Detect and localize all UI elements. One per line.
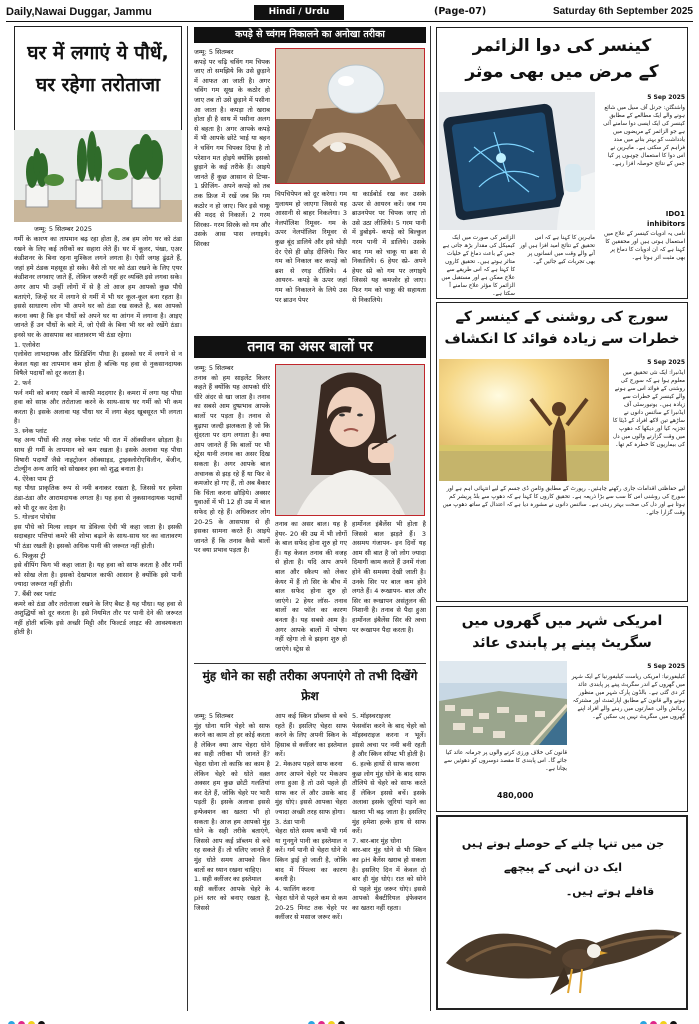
registration-dots-mid [308, 1013, 348, 1024]
paper-name: Daily,Nawai Duggar, Jammu [6, 6, 152, 18]
plants-headline-box [14, 26, 182, 146]
urdu-sun-headline-1: سورج کی روشنی کے کینسر کے [455, 309, 669, 325]
urdu-sun-photo [439, 359, 609, 481]
urdu-sun-right: ایڈنبرا: ایک نئی تحقیق میں معلوم ہوا ہے کہ سورج کی روشنی کے فوائد اس سے ہونے والے کینسر کے خطرات سے زیادہ ہیں۔ یونیورسٹی آف ایڈنبرا کے سائنس دانوں نے ساڑھے تین لاکھ افراد کے ڈیٹا کا تجزیہ کیا اور دیکھا کہ دھوپ میں وقت گزارنے والوں میں دل کی بیماریوں کا خطرہ کم تھا۔ [613, 370, 685, 448]
stress-col-c: हार्मोनल इंबैलेंस भी होता है जिससे बाल झड़ते हैं। 3 असमय गंजापन- इन दिनों यह आम सी बात है जो लोग ज्यादा दिमागी काम करते हैं उनमें गंजा होने की समस्या देखी जाती है। उनके सिर पर बाल कम होने लगते हैं। 4 रूखापन- बाल और सिर का रूखापन असंतुलन की निशानी है। तनाव से पैदा हुआ हार्मोनल इंबैलेंस सिर की त्वचा पर रूखापन पैदा करता है। [352, 520, 426, 634]
gum-photo [275, 48, 425, 184]
plants-dateline: जम्मू: 5 सितम्बर 2025 [34, 225, 92, 233]
urdu-cancer-right-2: نامی یہ ادویات کینسر کے علاج میں استعمال ہوتی ہیں اور محققین کا کہنا ہے کہ ان ادویات کا دماغ پر بھی مثبت اثر ہوتا ہے۔ [604, 231, 685, 261]
urdu-sun-box [436, 302, 688, 602]
facewash-col-b: आप कई स्किन प्रॉब्लम से बचे रहते हैं। इसलिए चेहरा साफ करने के लिए अपनी स्किन के हिसाब से क्लींजर का इस्तेमाल करें। 2. मेकअप पहले साफ करना अगर आपने चेहरे पर मेकअप लगा हुआ है तो उसे पहले ही साफ कर लें और उसके बाद मुंह धोएं। इससे आपका चेहरा ज्यादा अच्छी तरह साफ होगा। 3. ठंडा पानी चेहरा धोते समय कभी भी गर्म या गुनगुने पानी का इस्तेमाल न करें। गर्म पानी से चेहरा धोने से स्किन ड्राई हो जाती है, जोकि बाद में पिंपल्स का कारण बनती है। 4. फालिंग करना चेहरा धोने से पहले कम से कम 20-25 मिनट तक चेहरे पर क्लींजर से मसाज जरूर करें। [275, 712, 347, 922]
urdu-cancer-photo [439, 92, 595, 230]
quote-line-1: جن میں تنہا چلنے کے حوصلے ہوتے ہیں [461, 837, 665, 850]
plants-headline: घर में लगाएं ये पौधें, घर रहेगा तरोताजा [27, 42, 169, 96]
urdu-smoke-right: کیلیفورنیا: امریکی ریاست کیلیفورنیا کے ایک شہر میں گھروں کے اندر سگریٹ پینے پر پابندی عائد کر دی گئی ہے۔ بالڈون پارک شہر میں منظور ہونے والے قانون کے مطابق اپارٹمنٹ اور مشترکہ رہائش والی عمارتوں میں رہنے والے افراد اپنے گھروں میں سگریٹ نہیں پی سکیں گے۔ [571, 674, 685, 720]
eagle-illustration [446, 903, 682, 1003]
gum-col-c: या कार्डबोर्ड रख कर उसके ऊपर से आयरन करें। जब गम ब्राउनपेपर पर चिपक जाए तो उसे उठा लीजिये। 5 गरम पानी में डुबोइये- कपड़े को बिल्कुल गरम पानी में डालिये। उसके बाद गम को चाकू या ब्रश से निकालिये। 6 हेयर स्प्रे- अपने हेयर स्प्रे को गम पर लगाइये जिससे यह कमजोर हो जाए। फिर गम को चाकू की सहायता से निकालिये। [352, 190, 426, 304]
urdu-smoke-photo [439, 661, 567, 745]
quote-line-3: قافلے ہوتے ہیں۔ [565, 885, 655, 898]
urdu-smoke-fine: 480,000 [497, 791, 534, 800]
stress-col-b: तनाव का असर बाल। यह है हेयर- 20 की उम्र में भी लोगों के बाल सफेद होना शुरु हो गए हैं। यह केवल तनाव की वजह से होता है। यदि आप अपने बाल और स्कैल्प को लेकर केयर में हैं तो सिर के बीच में बाल सफेद होना शुरु हो जाएंगे। 2 हेयर लॉस- तनाव बालों का फॉल का कारण बनता है। यह सबसे आम है। अगर आपके बालों में पोषण नहीं रहेगा तो वे झड़ना शुरु हो जाएंगे। स्ट्रेस से [275, 520, 347, 653]
urdu-sun-dateline: 5 Sep 2025 [647, 359, 685, 366]
gum-headline: कपड़े से च्वंगम निकालने का अनोखा तरीका [194, 27, 426, 43]
urdu-smoke-lower: قانون کی خلاف ورزی کرنے والوں پر جرمانہ عائد کیا جائے گا۔ اس پابندی کا مقصد دوسروں کو دھوئیں سے بچانا ہے۔ [444, 750, 567, 772]
stress-photo [275, 364, 425, 516]
urdu-smoke-dateline: 5 Sep 2025 [647, 663, 685, 670]
page-number: (Page-07) [434, 6, 487, 17]
urdu-cancer-box [436, 27, 688, 299]
plants-photo [14, 130, 182, 222]
urdu-sun-headline-2: خطرات سے زیادہ فوائد کا انکشاف [444, 331, 680, 347]
masthead [6, 4, 693, 24]
urdu-cancer-headline-1: کینسر کی دوا الزائمر [472, 36, 652, 56]
urdu-cancer-lower-mid: ماہرین کا کہنا ہے کہ اس تحقیق کے نتائج امید افزا ہیں اور آنے والے وقت میں انسانوں پر بھی تجربات کیے جائیں گے۔ [519, 235, 595, 265]
registration-dots-left [8, 1013, 48, 1024]
facewash-headline: मुंह धोने का सही तरीका अपनाएंगे तो तभी दिखेंगे फ्रेश [202, 669, 418, 703]
issue-date: Saturday 6th September 2025 [552, 6, 693, 17]
urdu-cancer-dateline: 5 Sep 2025 [647, 94, 685, 101]
gum-col-b: चिपचिपेपन को दूर करेगा। गम मुलायम हो जाएगा जिससे यह आसानी से बाहर निकलेगा। 3 नेलपॉलिश रिमूवर- गम के ऊपर नेलपॉलिश रिमूवर से कुछ बूंद डालिये और इसे थोड़ी देर ऐसे ही छोड़ दीजिये। फिर गम को निकाल कर कपड़े को ब्रश से रगड़ दीजिये। 4 आयरन- कपड़े के ऊपर जहां गम को निकालने के लिये उस पर ब्राउन पेपर [275, 190, 347, 304]
urdu-smoke-headline-2: سگریٹ پینے پر پابندی عائد [472, 635, 652, 651]
urdu-smoke-headline-1: امریکی شہر میں گھروں میں [461, 613, 663, 629]
quote-box [436, 815, 688, 1010]
stress-col-a: जम्मू: 5 सितम्बर तनाव को हम साइलेंट किलर कहते हैं क्योंकि यह आपको धीरे धीरे अंदर से खा जाता है। तनाव का सबसे आम दुष्प्रभाव आपके बालों पर पड़ता है। तनाव से बुढ़ापा जल्दी झलकता है जो कि सुंदरता पर दाग लगाता है। क्या आप जानते हैं कि बालों पर भी स्ट्रेस यानी तनाव का असर दिख सकता है। अगर आपके बाल अचानक से झड़ रहे हैं या फिर वे कमजोर हो गए हैं, तो अब बैकार कि चिंता करना छोड़िये। अक्सर युवाओं में भी 12 ही उम्र में बाल सफेद हो रहे हैं। अधिकतर लोग 20-25 के आसपास से ही इसका सामना करते हैं। आइये जानते हैं कि तनाव कैसे बालों पर क्या प्रभाव पड़ता है। [194, 364, 270, 555]
registration-dots-right [640, 1013, 680, 1024]
urdu-cancer-lower-left: الزائمر کی صورت میں ایک کیمیکل کی مقدار بڑھ جاتی ہے جس کے باعث دماغ کے خلیات متاثر ہوتے ہیں۔ تحقیق کاروں کا کہنا ہے کہ اس طریقے سے علاج ممکن ہے اور مستقبل میں الزائمر کا مؤثر علاج سامنے آ سکتا ہے۔ [441, 235, 515, 296]
edition-label: Hindi / Urdu [254, 5, 344, 20]
urdu-sun-bottom: لیے حفاظتی اقدامات جاری رکھنے چاہئیں۔ رپورٹ کے مطابق وٹامن ڈی جسم کے لیے انتہائی اہم ہے اور سورج کی روشنی اس کا سب سے بڑا ذریعہ ہے۔ تحقیق کاروں کا کہنا ہے کہ دھوپ سے بلڈ پریشر کم ہوتا ہے اور دل کی صحت بہتر رہتی ہے۔ سائنس دانوں نے مشورہ دیا ہے کہ اعتدال کے ساتھ دھوپ میں وقت گزارا جائے۔ [442, 486, 685, 516]
urdu-smoke-box [436, 606, 688, 812]
urdu-cancer-right: واشنگٹن: جرنل آف سیل میں شائع ہونے والے ایک مطالعے کے مطابق کینسر کی ایک ایسی دوا سامنے آئی ہے جو الزائمر کے مریضوں میں یادداشت کو بہتر بنانے میں مدد فراہم کر سکتی ہے۔ ماہرین نے اس دوا کا استعمال چوہوں پر کیا جس کے نتائج حوصلہ افزا رہے۔ [603, 105, 685, 167]
facewash-col-c: 5. मॉइस्चराइजर फेसवॉश करने के बाद चेहरे को मॉइस्चराइज करना न भूलें। इससे त्वचा पर नमी बनी रहती है और स्किन सॉफ्ट भी होती है। 6. हल्के हाथों से साफ करना कुछ लोग मुंह धोने के बाद साफ तौलिये से चेहरे को साफ करते हैं लेकिन इससे बचें। इसके अलावा इसके ज़ूरियां पड़ने का खतरा भी बढ़ जाता है। इसलिए मुंह हमेशा हल्के हाथ से साफ करें। 7. बार-बार मुंह धोना बार-बार मुंह धोने से भी स्किन का pH बैलेंस खराब हो सकता है। इसलिए दिन में केवल दो बार ही मुंह धोएं। रात को सोने से पहले मुंह जरूर धोएं। इससे आपको बैक्टीरियल इंफेक्शन का खतरा नहीं रहता। [352, 712, 426, 912]
urdu-cancer-tag-2: inhibitors [647, 220, 685, 228]
plants-body: गर्मी के कारण का तापमान बढ़ रहा होता है, तब हम लोग घर को ठंडा रखने के लिए कई तरीकों का सहारा लेते हैं। घर में कूलर, पंखा, एअर कंडीशनर के बिना रहना मुश्किल लगने लगता है। ऐसी जगह ढूंढते हैं, जहां हमे ठंडक महसूस हो सके। वैसे तो घर को ठंडा रखने के लिए एयर कंडीशनर लगवाए जाते हैं, लेकिन जरूरी नहीं हर व्यक्ति इसे लगवा सके। अगर आप भी उन्हीं लोगों में से है तो आज हम आपको कुछ पौधे बताएंगे, जिन्हें घर में लगाने से गर्मी में भी घर कूल-कूल बना रहता है। इससे साधारण लोग भी अपने घर को ठंडा रख सकते है, बस आपको करना क्या है कि इन पौधों को अपने घर या आंगन में लगाना है। आइए जानते हैं उन पौधों के बारे में, जो ऐसी के बिना भी घर को रखेंगे ठंडा। इनसे घर के आसपास का वातावरण भी ठंडा रहेगा। 1. एलोवेरा एलोवेरा लाभदायक और फ्रिंडिशिंग पौधा है। इसको घर में लगाने से न केवल यहा का तापमान कम होता है बल्कि यह हवा से नुकसानदायक विषैले पदार्थों को दूर करता है। 2. फर्न फर्न नमी को बनाए रखने में काफी मददगार है। कमरा में लगा यह पौधा हवा को साफ़ और तरोताजा करने के साथ-साथ घर गर्मी को भी कम करता है। इसके अलावा यह पौधा घर में लगा बेहद खूबसूरत भी लगता है। 3. स्नेक प्लांट यह अन्य पौधों की तरह स्नेक प्लांट भी रात में ऑक्सीजन छोड़ता है। साथ ही गर्मी के तापमान को कम रखता है। इसके अलावा यह पौधा विषारी पदार्थों जैसे नाइट्रोजन ऑक्साइड, ट्राइक्लोरोएथिलीन, बेंजीन, टोल्यूीन अन्य आदि को सोखकर हवा को शुद्ध बनाता है। 4. ऐरेका पाम ट्री यह पौधा प्राकृतिक रूप से नमी बनाकर रखता है, जिससे घर हमेशा ठंडा-ठंडा और आरामदायक लगता है। यह हवा से नुकसानदायक पदार्थों को भी दूर कर देता है। 5. गोल्डन पोथोस इस पौधे को मिल्स लाइन या डेविल्स ऐवी भी कहा जाता है। इसकी सदाबहार पत्तियां कमरे की शोभा बढ़ाने के साथ-साथ घर का वातावरण भी ठंडा रखती है। इसको अधिक पानी की जरूरत नहीं होती। 6. फिकुस ट्री इसे वीपिंग फिग भी कहा जाता है। यह हवा को साफ करता है और गर्मी को सोख लेता है। इसको देखभाल काफी आसान है क्योंकि इसे पानी ज्यादा जरूरत नहीं होती। 7. बैंबी रबर प्लांट कमरे को ठंडा और तरोताजा रखने के लिए बैस्ट है यह पौधा। यह हवा से अशुद्धियों को दूर करता है। इसे नियमित तौर पर पानी देने की जरूरत नहीं होती बल्कि इसे अच्छी मिट्टी और फिल्टर्ड लाइट की आवश्यकता होती है। [14, 235, 182, 637]
urdu-cancer-tag-1: IDO1 [665, 210, 685, 218]
urdu-cancer-headline-2: کے مرض میں بھی موثر [465, 62, 659, 82]
gum-col-a: जम्मू: 5 सितम्बर कपड़े पर चढ़ि चविंग गम चिपक जाए तो समझिये कि उसे छुड़ाने में आफत आ जाती है। अगर चविंग गम सूख के कठोर हो जाए तब तो उसे छुड़ाने में पसीना आ जाता है। कपड़ा तो खराब होता ही है साथ में पसीना अलग से बहता है। अगर आपके कपड़े में भी आपके छोटे भाई या बहन ने चविंग गम चिपका दिया है तो परेशान मत होइये क्योंकि इसको छुड़ाने के कई तरीके हैं। आइये जानते हैं कुछ आसान से टिप्स- 1 फ्रीजिंग- अपने कपड़े को तब तक फ्रिज में रखें जब कि गम कठोर न हो जाए। फिर इसे चाकू की मदद से निकालें। 2 गरम सिरका- गरम सिरके को गम और उसके आस पास लगाइये। सिरका [194, 48, 270, 248]
facewash-col-a: जम्मू: 5 सितम्बर मुंह धोना यानि चेहरे को साफ करने का काम तो हर कोई करता है लेकिन क्या आप चेहरा धोने का सही तरीका भी जानते हैं? चेहरा धोना तो काफ़ि का काम है लेकिन चेहरे को धोते वक़्त अक्सर हम कुछ छोटी गलतियां कर देते हैं, जोकि चेहरे पर भारी पड़ती हैं। इसके अलावा इससे इन्फेक्शन का खतरा भी हो सकता है। आज हम आपको मुंह धोने के सही तरीके बताएंगे, जिससे आप कई प्रॉब्लम से बचे रह सकते हैं। तो चलिए जानते हैं मुंह धोते समय आपको किन बातों का ध्यान रखना चाहिए। 1. सही क्लींजर का इस्तेमाल सही क्लींजर आपके चेहरे के pH स्तर को बनाए रखता है, जिससे [194, 712, 270, 912]
stress-headline: तनाव का असर बालों पर [194, 336, 426, 358]
quote-line-2: ایک دن انہی کے پیچھے [503, 861, 623, 874]
